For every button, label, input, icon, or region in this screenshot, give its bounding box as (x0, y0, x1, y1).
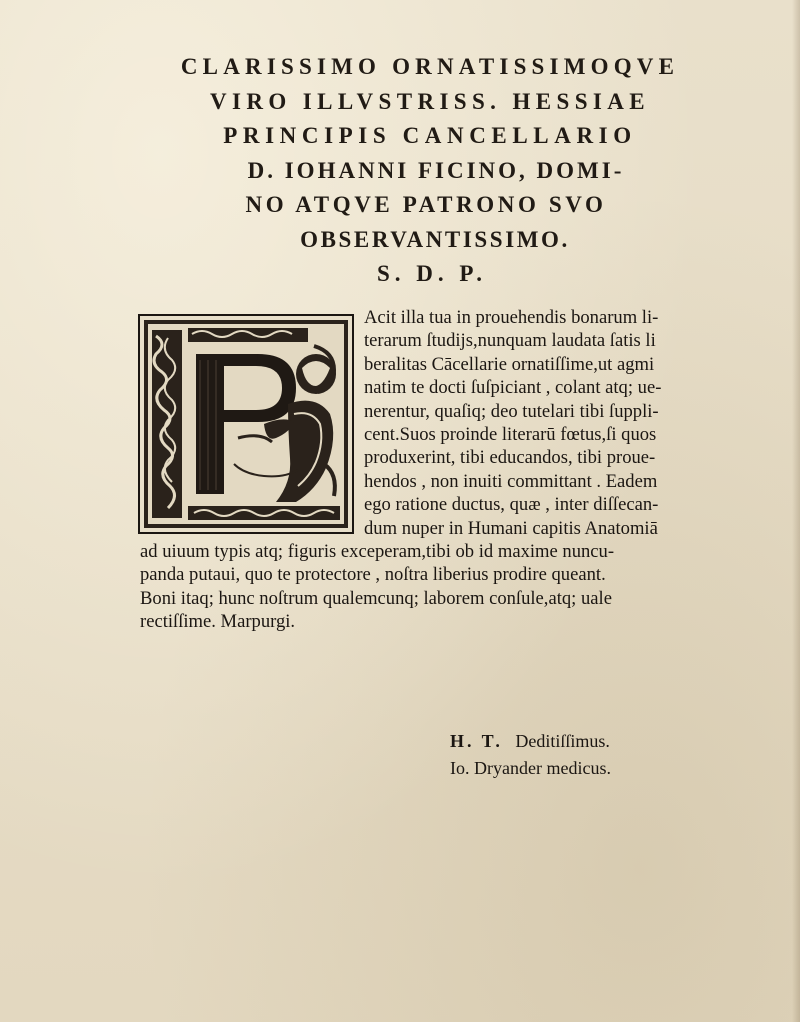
letter-line: nerentur, quaſiq; deo tutelari tibi ſuppli- (364, 400, 659, 422)
signature-closing-line (450, 728, 611, 755)
salutation-line: S. D. P. (376, 261, 488, 286)
dedication-line: D. IOHANNI FICINO, DOMI- (247, 157, 625, 183)
letter-line: natim te docti ſuſpiciant , colant atq; ue- (364, 377, 662, 399)
letter-line: terarum ſtudijs,nunquam laudata ſatis li (364, 330, 656, 352)
letter-line: Acit illa tua in prouehendis bonarum li- (364, 307, 659, 328)
signature-block (450, 728, 611, 782)
dedication-heading (130, 50, 730, 292)
signature-initials: H. T. (450, 731, 503, 751)
letter-line: cent.Suos proinde literarū fœtus,ſi quos (364, 423, 657, 445)
signature-closing: Deditiſſimus. (515, 731, 610, 751)
dedication-line: CLARISSIMO ORNATISSIMOQVE (180, 54, 680, 79)
letter-line: hendos , non inuiti committant . Eadem (364, 470, 658, 492)
letter-line: produxerint, tibi educandos, tibi proue- (364, 447, 656, 469)
dedication-line: VIRO ILLVSTRISS. HESSIAE (209, 88, 651, 114)
letter-line: dum nuper in Humani capitis Anatomiā (364, 517, 658, 539)
letter-line: ego ratione ductus, quæ , inter diſſecan- (364, 494, 659, 516)
dedication-line: PRINCIPIS CANCELLARIO (223, 123, 637, 148)
letter-line: Boni itaq; hunc noſtrum qualemcunq; laborem conſule,atq; uale (140, 587, 612, 609)
dedication-line: OBSERVANTISSIMO. (300, 226, 570, 252)
letter-body (140, 306, 740, 633)
page-edge (792, 0, 800, 1022)
letter-line: rectiſſime. Marpurgi. (140, 611, 296, 633)
dedication-line: NO ATQVE PATRONO SVO (245, 192, 607, 217)
letter-line: panda putaui, quo te protectore , noſtra liberius prodire queant. (140, 564, 606, 586)
signature-name: Io. Dryander medicus. (450, 758, 611, 778)
letter-line: beralitas Cācellarie ornatiſſime,ut agmi (364, 353, 655, 375)
letter-line: ad uiuum typis atq; figuris exceperam,tibi ob id maxime nuncu- (140, 540, 615, 562)
